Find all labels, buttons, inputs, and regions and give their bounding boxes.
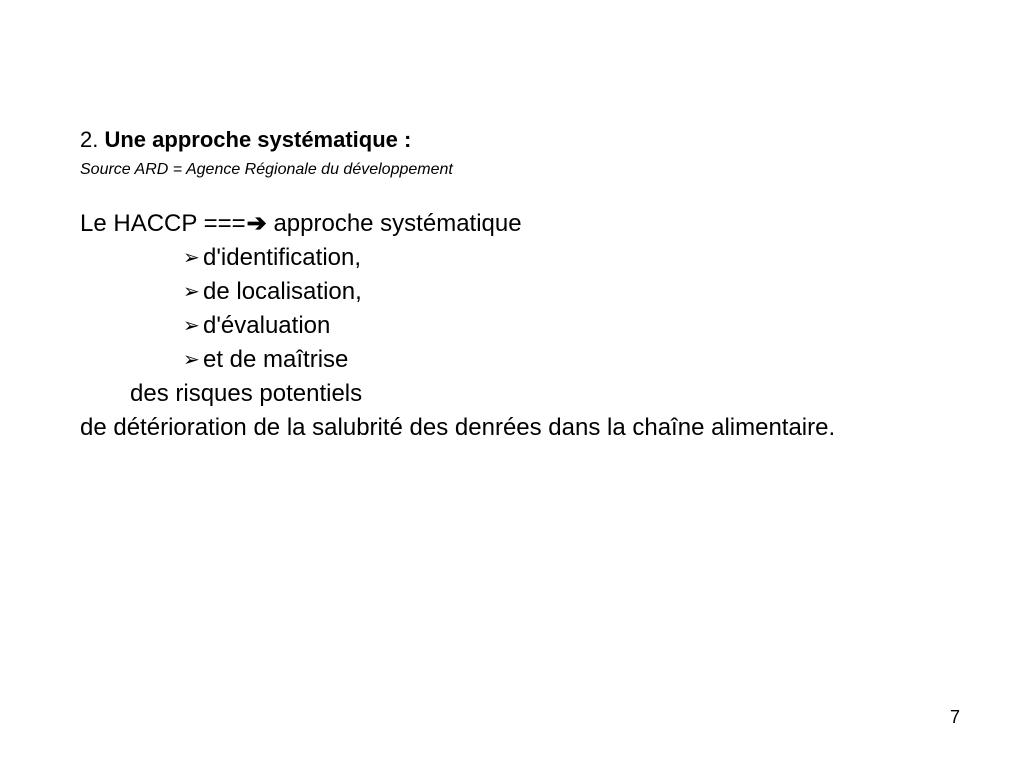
right-arrow-icon: ➔ — [246, 210, 267, 237]
arrow-bullet-icon: ➢ — [183, 247, 200, 269]
page-number: 7 — [950, 707, 961, 727]
bullet-item — [80, 241, 835, 275]
slide-body — [80, 207, 835, 445]
bullet-text: de localisation, — [203, 278, 362, 305]
bullet-item — [80, 275, 835, 309]
arrow-bullet-icon: ➢ — [183, 349, 200, 371]
section-heading — [80, 126, 411, 154]
intro-prefix: Le HACCP === — [80, 210, 246, 237]
section-title: Une approche systématique : — [104, 127, 412, 152]
bullet-text: d'évaluation — [203, 312, 331, 339]
arrow-bullet-icon: ➢ — [183, 281, 200, 303]
risks-line: des risques potentiels — [130, 380, 363, 407]
arrow-bullet-icon: ➢ — [183, 315, 200, 337]
bullet-item — [80, 309, 835, 343]
intro-line — [80, 207, 835, 241]
section-number: 2. — [80, 127, 99, 152]
source-note: Source ARD = Agence Régionale du développement — [80, 161, 453, 178]
conclusion-line: de détérioration de la salubrité des denrées dans la chaîne alimentaire. — [80, 414, 836, 441]
bullet-text: d'identification, — [203, 244, 362, 271]
bullet-text: et de maîtrise — [203, 346, 349, 373]
intro-suffix: approche systématique — [273, 210, 522, 237]
bullet-item — [80, 343, 835, 377]
